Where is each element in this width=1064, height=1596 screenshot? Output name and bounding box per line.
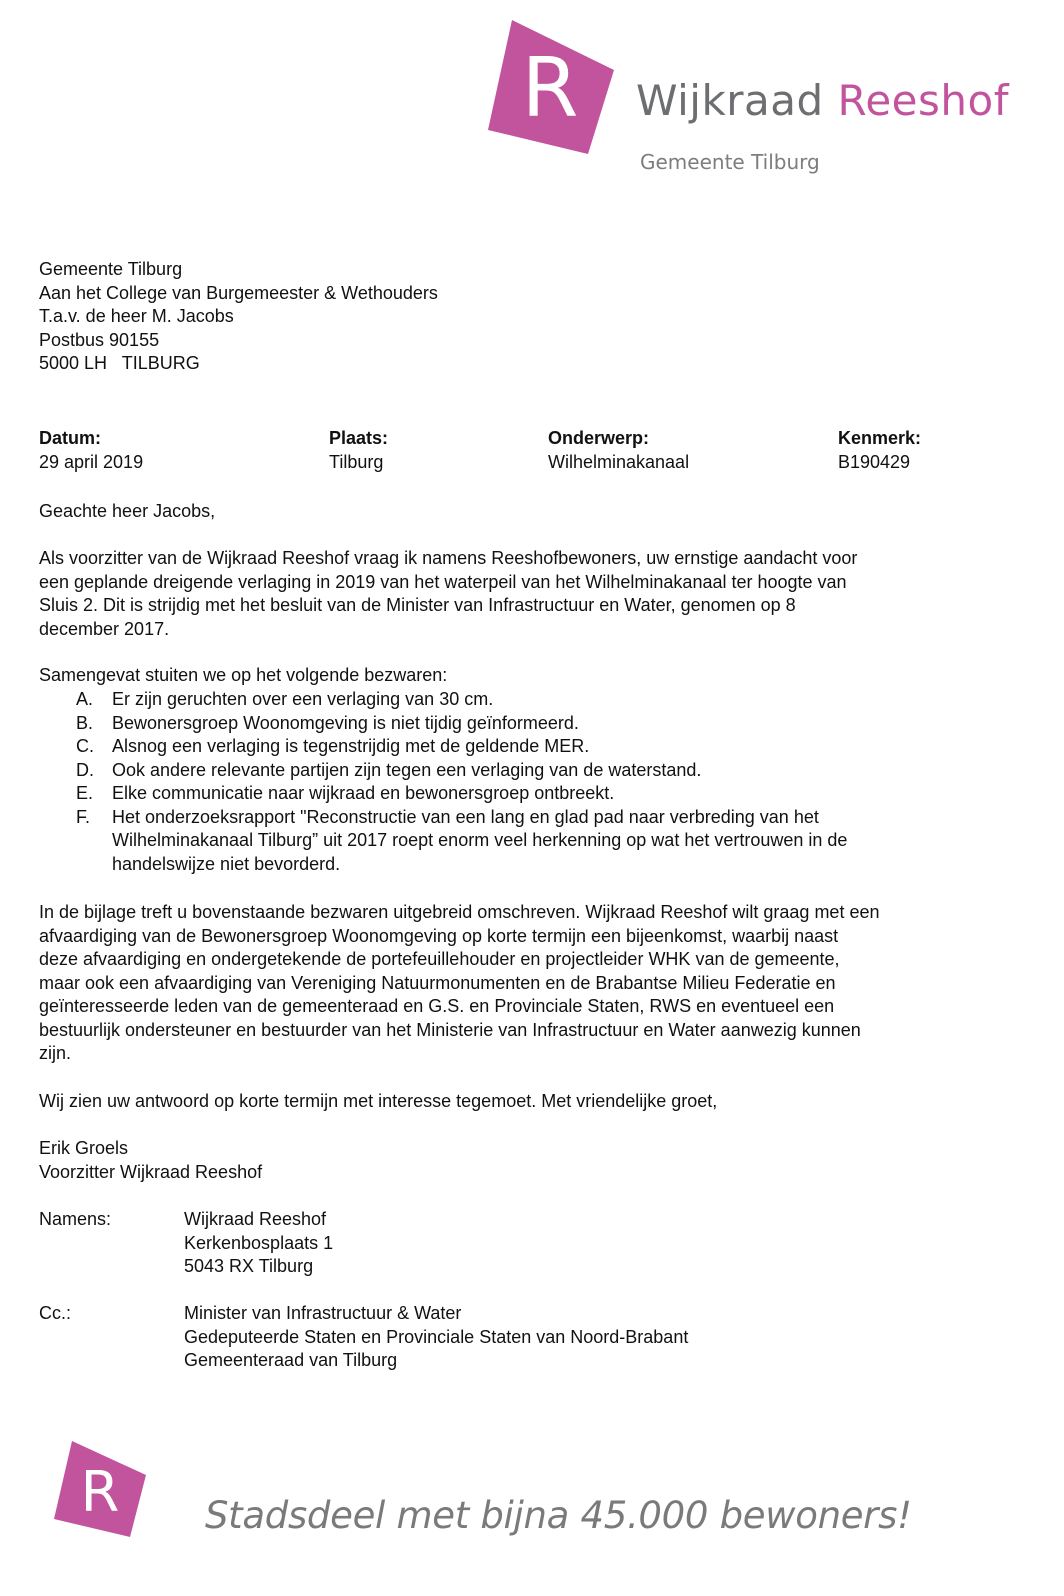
objection-text: handelswijze niet bevorderd. (112, 853, 341, 874)
onderwerp-label: Onderwerp: (548, 428, 650, 448)
organisation-name (636, 76, 1009, 125)
paragraph-line: geïnteresseerde leden van de gemeenteraad en G.S. en Provinciale Staten, RWS en eventueel een (39, 996, 835, 1016)
objection-list (76, 688, 1016, 876)
meta-onderwerp (548, 427, 689, 474)
objection-text: Elke communicatie naar wijkraad en bewonersgroep ontbreekt. (112, 783, 615, 803)
kenmerk-label: Kenmerk: (838, 428, 922, 448)
address-line: Gemeente Tilburg (39, 259, 183, 279)
signer-name: Erik Groels (39, 1138, 129, 1158)
namens-label: Namens: (39, 1209, 112, 1229)
paragraph-line: bestuurlijk ondersteuner en bestuurder van het Ministerie van Infrastructuur en Water aanwezig kunnen (39, 1019, 861, 1040)
paragraph-line: maar ook een afvaardiging van Vereniging Natuurmonumenten en de Brabantse Milieu Federatie en (39, 972, 836, 993)
objection-item (76, 688, 1016, 712)
address-line: Postbus 90155 (39, 329, 160, 350)
objection-item (76, 782, 1016, 806)
svg-text:R: R (521, 41, 579, 136)
objection-letter: A. (76, 689, 94, 709)
signer-title: Voorzitter Wijkraad Reeshof (39, 1161, 263, 1182)
organisation-subtitle: Gemeente Tilburg (640, 150, 820, 174)
address-line: Aan het College van Burgemeester & Wethouders (39, 282, 438, 303)
objection-text: Ook andere relevante partijen zijn tegen een verlaging van de waterstand. (112, 759, 702, 780)
paragraph-line: Als voorzitter van de Wijkraad Reeshof vraag ik namens Reeshofbewoners, uw ernstige aandacht voor (39, 548, 858, 568)
objection-item (76, 712, 1016, 736)
plaats-value: Tilburg (329, 451, 384, 472)
objection-item (76, 806, 1016, 877)
namens-line: 5043 RX Tilburg (184, 1256, 314, 1276)
org-name-part1: Wijkraad (636, 76, 824, 125)
datum-value: 29 april 2019 (39, 451, 144, 472)
datum-label: Datum: (39, 428, 101, 448)
paragraph-intro (39, 547, 999, 641)
objection-letter: E. (76, 783, 94, 803)
address-line: T.a.v. de heer M. Jacobs (39, 306, 234, 326)
namens-line: Kerkenbosplaats 1 (184, 1232, 334, 1253)
signature-block (39, 1137, 262, 1184)
paragraph-line: december 2017. (39, 618, 170, 639)
meta-datum (39, 427, 143, 474)
paragraph-line: zijn. (39, 1043, 72, 1063)
paragraph-line: In de bijlage treft u bovenstaande bezwaren uitgebreid omschreven. Wijkraad Reeshof wilt graag met een (39, 902, 880, 922)
svg-text:R: R (80, 1460, 120, 1525)
objection-text: Wilhelminakanaal Tilburg” uit 2017 roept enorm veel herkenning op wat het vertrouwen in de (112, 830, 848, 850)
objection-text: Bewonersgroep Woonomgeving is niet tijdig geïnformeerd. (112, 712, 579, 733)
cc-line: Minister van Infrastructuur & Water (184, 1303, 462, 1323)
objection-item (76, 759, 1016, 783)
salutation: Geachte heer Jacobs, (39, 501, 216, 521)
cc-label: Cc.: (39, 1303, 72, 1323)
kenmerk-value: B190429 (838, 451, 911, 472)
objection-item (76, 735, 1016, 759)
wijkraad-logo-icon (480, 12, 620, 162)
objection-letter: C. (76, 736, 94, 756)
closing-line: Wij zien uw antwoord op korte termijn met interesse tegemoet. Met vriendelijke groet, (39, 1091, 718, 1111)
objection-text: Er zijn geruchten over een verlaging van 30 cm. (112, 689, 494, 709)
paragraph-line: afvaardiging van de Bewonersgroep Woonomgeving op korte termijn een bijeenkomst, waarbij naast (39, 925, 839, 946)
cc-line: Gemeenteraad van Tilburg (184, 1350, 398, 1370)
plaats-label: Plaats: (329, 428, 389, 448)
objection-letter: F. (76, 806, 91, 827)
objection-text: Alsnog een verlaging is tegenstrijdig met de geldende MER. (112, 736, 590, 756)
objection-letter: D. (76, 759, 94, 780)
paragraph-request (39, 901, 1019, 1066)
paragraph-line: Sluis 2. Dit is strijdig met het besluit van de Minister van Infrastructuur en Water, genomen op 8 (39, 595, 796, 615)
footer-tagline: Stadsdeel met bijna 45.000 bewoners! (205, 1494, 912, 1537)
address-line: 5000 LH TILBURG (39, 353, 200, 373)
meta-kenmerk (838, 427, 921, 474)
namens-line: Wijkraad Reeshof (184, 1209, 327, 1229)
paragraph-line: een geplande dreigende verlaging in 2019 van het waterpeil van het Wilhelminakanaal ter hoogte van (39, 571, 847, 592)
org-name-part2: Reeshof (837, 76, 1009, 125)
cc-line: Gedeputeerde Staten en Provinciale Staten van Noord-Brabant (184, 1326, 689, 1347)
meta-plaats (329, 427, 388, 474)
recipient-address (39, 258, 438, 376)
summary-intro: Samengevat stuiten we op het volgende bezwaren: (39, 665, 448, 685)
objection-text: Het onderzoeksrapport "Reconstructie van een lang en glad pad naar verbreding van het (112, 806, 819, 827)
objection-letter: B. (76, 712, 94, 733)
footer-logo-icon (50, 1437, 150, 1541)
onderwerp-value: Wilhelminakanaal (548, 451, 690, 472)
cc-recipients (184, 1302, 688, 1373)
namens-address (184, 1208, 333, 1279)
paragraph-line: deze afvaardiging en ondergetekende de portefeuillehouder en projectleider WHK van de gemeente, (39, 949, 840, 969)
